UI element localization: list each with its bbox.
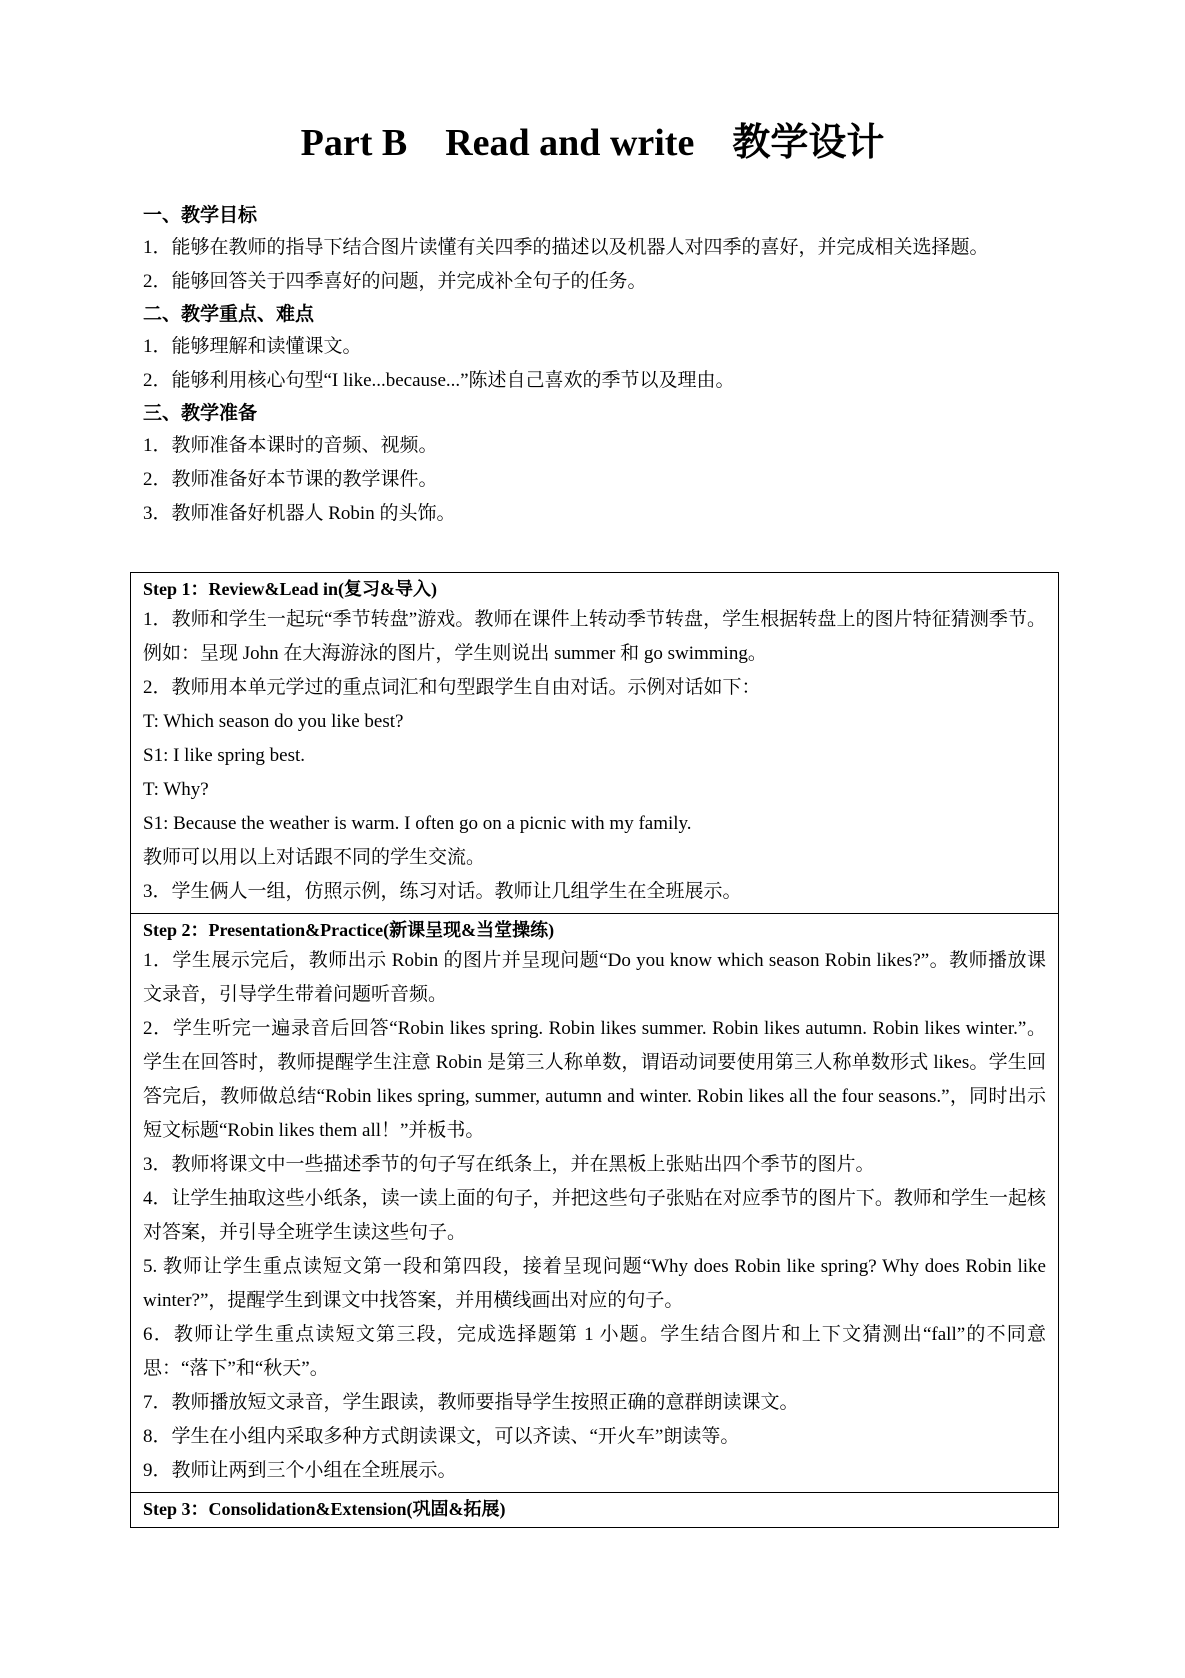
step-2-line-8: 8．学生在小组内采取多种方式朗读课文，可以齐读、“开火车”朗读等。 xyxy=(143,1426,740,1447)
section-heading-key-points: 二、教学重点、难点 xyxy=(143,304,315,325)
section-heading-objectives: 一、教学目标 xyxy=(143,205,258,226)
step-2-line-1: 1．学生展示完后，教师出示 Robin 的图片并呈现问题“Do you know which season Robin likes?”。教师播放课文录音，引导学生带着问题听音频。 xyxy=(143,950,1046,1005)
step-3-cell xyxy=(131,1493,1059,1528)
step-1-title: Step 1：Review&Lead in(复习&导入) xyxy=(143,579,437,599)
key-point-item-2: 2．能够利用核心句型“I like...because...”陈述自己喜欢的季节以及理由。 xyxy=(143,370,735,391)
step-2-cell xyxy=(131,914,1059,1493)
step-2-line-7: 7．教师播放短文录音，学生跟读，教师要指导学生按照正确的意群朗读课文。 xyxy=(143,1392,799,1413)
step-1-line-7: 教师可以用以上对话跟不同的学生交流。 xyxy=(143,847,486,868)
step-2-line-3: 3．教师将课文中一些描述季节的句子写在纸条上，并在黑板上张贴出四个季节的图片。 xyxy=(143,1154,875,1175)
step-1-line-6: S1: Because the weather is warm. I often go on a picnic with my family. xyxy=(143,813,692,834)
step-2-line-4: 4．让学生抽取这些小纸条，读一读上面的句子，并把这些句子张贴在对应季节的图片下。教师和学生一起核对答案，并引导全班学生读这些句子。 xyxy=(143,1188,1046,1243)
objective-item-2: 2．能够回答关于四季喜好的问题，并完成补全句子的任务。 xyxy=(143,271,647,292)
section-heading-preparation: 三、教学准备 xyxy=(143,403,258,424)
step-1-line-3: T: Which season do you like best? xyxy=(143,711,404,732)
step-1-line-5: T: Why? xyxy=(143,779,209,800)
objectives-content xyxy=(143,200,1045,531)
step-row xyxy=(131,573,1059,914)
key-point-item-1: 1．能够理解和读懂课文。 xyxy=(143,336,362,357)
page-title: Part B Read and write 教学设计 xyxy=(300,122,885,164)
step-1-line-2: 2．教师用本单元学过的重点词汇和句型跟学生自由对话。示例对话如下： xyxy=(143,677,761,698)
step-2-line-5: 5. 教师让学生重点读短文第一段和第四段，接着呈现问题“Why does Robin like spring? Why does Robin like winter?”，提醒学生到课文中找答案，并用横线画出对应的句子。 xyxy=(143,1256,1046,1311)
step-2-title: Step 2：Presentation&Practice(新课呈现&当堂操练) xyxy=(143,920,555,940)
step-1-line-8: 3．学生俩人一组，仿照示例，练习对话。教师让几组学生在全班展示。 xyxy=(143,881,742,902)
preparation-item-3: 3．教师准备好机器人 Robin 的头饰。 xyxy=(143,503,456,524)
teaching-steps-table xyxy=(130,572,1059,1528)
preparation-item-2: 2．教师准备好本节课的教学课件。 xyxy=(143,469,438,490)
step-1-line-1: 1．教师和学生一起玩“季节转盘”游戏。教师在课件上转动季节转盘，学生根据转盘上的图片特征猜测季节。例如：呈现 John 在大海游泳的图片，学生则说出 summer 和 go swimming。 xyxy=(143,609,1046,664)
step-2-line-9: 9．教师让两到三个小组在全班展示。 xyxy=(143,1460,457,1481)
step-3-title: Step 3：Consolidation&Extension(巩固&拓展) xyxy=(143,1499,506,1519)
step-row xyxy=(131,914,1059,1493)
step-2-line-6: 6．教师让学生重点读短文第三段，完成选择题第 1 小题。学生结合图片和上下文猜测出“fall”的不同意思：“落下”和“秋天”。 xyxy=(143,1324,1046,1379)
step-row xyxy=(131,1493,1059,1528)
step-2-line-2: 2．学生听完一遍录音后回答“Robin likes spring. Robin likes summer. Robin likes autumn. Robin likes winter.”。学生在回答时，教师提醒学生注意 Robin 是第三人称单数，谓语动词要使用第三人称单数形式 likes。学生回答完后，教师做总结“Robin likes spring, summer, autumn and winter. Robin likes all the four seasons.”，同时出示短文标题“Robin likes them all！”并板书。 xyxy=(143,1018,1046,1141)
objective-item-1: 1．能够在教师的指导下结合图片读懂有关四季的描述以及机器人对四季的喜好，并完成相关选择题。 xyxy=(143,237,989,258)
step-1-line-4: S1: I like spring best. xyxy=(143,745,306,766)
preparation-item-1: 1．教师准备本课时的音频、视频。 xyxy=(143,435,438,456)
step-1-cell xyxy=(131,573,1059,914)
